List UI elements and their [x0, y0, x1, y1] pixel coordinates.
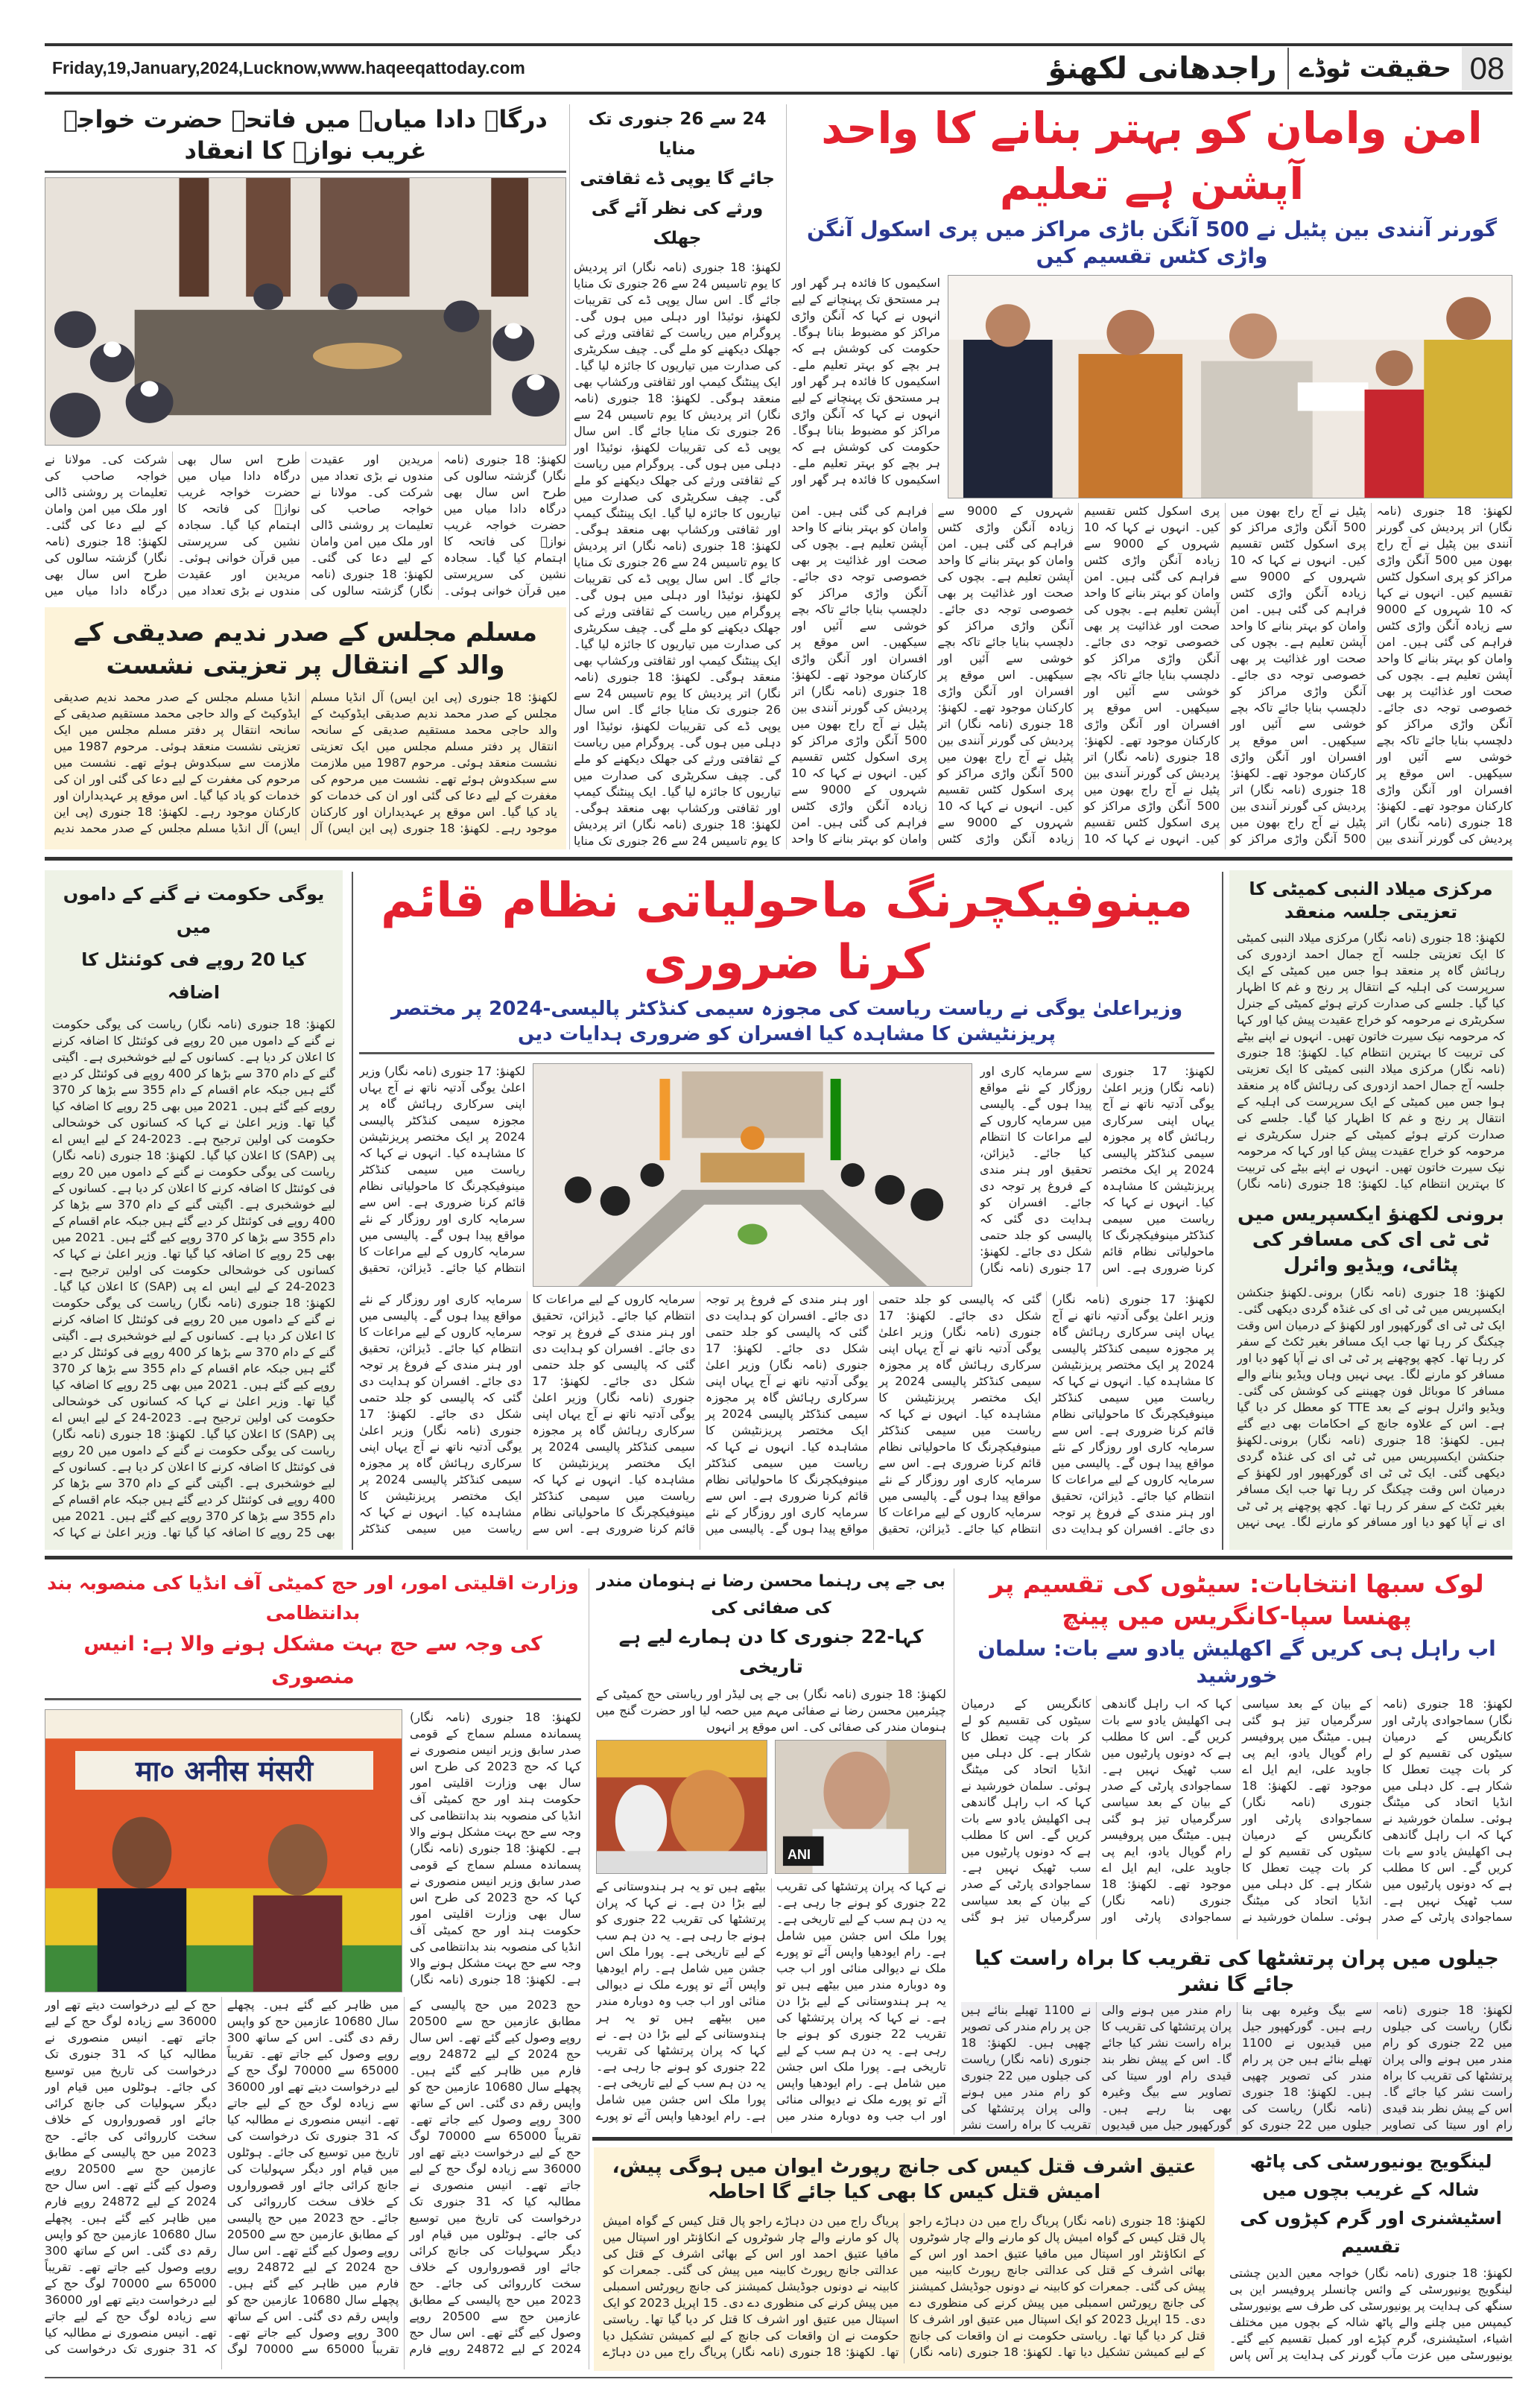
- a11-intro: لکھنؤ: 18 جنوری (نامہ نگار) بی جے پی لیڈر اور ریاستی حج کمیٹی کے چیئرمین محسن رضا نے صفائی مہم میں حصہ لیا اور حضرت گنج میں ہنومان مندر کی صفائی کی۔ اس موقع پر انہوں: [596, 1687, 946, 1734]
- a14-article: [1229, 2147, 1512, 2371]
- a7-body: لکھنؤ: 18 جنوری (نامہ نگار) مرکزی میلاد النبی کمیٹی کا ایک تعزیتی جلسہ آج جمال احمد ازدوری کی رہائش گاہ پر منعقد ہوا جس میں کمیٹی کے ایک سرپرست کی اہلیہ کے انتقال پر رنج و غم کا اظہار کیا گیا۔ جلسے کی صدارت کرتے ہوئے کمیٹی کے جنرل سکریٹری نے مرحومہ کو خراج عقیدت پیش کیا اور کہا کہ مرحومہ نیک سیرت خاتون تھیں۔ انہوں نے اپنے بیٹے کی تربیت کا بہترین انتظام کیا۔ لکھنؤ: 18 جنوری (نامہ نگار) مرکزی میلاد النبی کمیٹی کا ایک تعزیتی جلسہ آج جمال احمد ازدوری کی رہائش گاہ پر منعقد ہوا جس میں کمیٹی کے ایک سرپرست کی اہلیہ کے انتقال پر رنج و غم کا اظہار کیا گیا۔ جلسے کی صدارت کرتے ہوئے کمیٹی کے جنرل سکریٹری نے مرحومہ کو خراج عقیدت پیش کیا اور کہا کہ مرحومہ نیک سیرت خاتون تھیں۔ انہوں نے اپنے بیٹے کی تربیت کا بہترین انتظام کیا۔ لکھنؤ: 18 جنوری (نامہ نگار): [1237, 931, 1505, 1191]
- a7-box: [1229, 870, 1512, 1550]
- a6-rule: [359, 1052, 1214, 1054]
- a6-subhead: وزیراعلیٰ یوگی نے ریاست ریاست کی مجوزہ سیمی کنڈکٹر پالیسی-2024 پر مختصر پریزنٹیشن کا مشاہدہ کیا افسران کو ضروری ہدایات دیں: [390, 998, 1183, 1046]
- a2-headline-line: جائے گا یوپی ڈے ثقافتی: [580, 169, 775, 189]
- a5-headline-line: کیا 20 روپے فی کوئنٹل کا اضافہ: [81, 949, 306, 1003]
- section-rule: [45, 857, 1512, 861]
- footer-rule: [45, 2377, 1512, 2378]
- header-divider: [1287, 48, 1289, 89]
- a13-box: [594, 2147, 1214, 2371]
- a12-photo: [45, 1709, 402, 1992]
- a4-box: [45, 607, 566, 849]
- column-divider: [786, 104, 787, 849]
- a1-article: [791, 101, 1512, 849]
- a8-headline: برونی لکھنؤ ایکسپریس میں ٹی ٹی ای کی مسافر کی پٹائی، ویڈیو وائرل: [1238, 1203, 1504, 1276]
- photo-banner-text: मा० अनीस मंसरी: [75, 1751, 373, 1790]
- a5-box: [45, 870, 343, 1550]
- a3-article: [45, 104, 566, 600]
- a9-headline: لوک سبھا انتخابات: سیٹوں کی تقسیم پر پھنسا سپا-کانگریس میں پینچ: [989, 1569, 1484, 1630]
- a12-article: [45, 1568, 581, 2369]
- a2-body: لکھنؤ: 18 جنوری (نامہ نگار) اتر پردیش کا یوم تاسیس 24 سے 26 جنوری تک منایا جائے گا۔ اس سال یوپی ڈے کی تقریبات لکھنؤ، نوئیڈا اور دہلی میں ہوں گی۔ پروگرام میں ریاست کے ثقافتی ورثے کی جھلک دیکھنے کو ملے گی۔ چیف سکریٹری کی صدارت میں تیاریوں کا جائزہ لیا گیا۔ ایک پینٹنگ کیمپ اور ثقافتی ورکشاپ بھی منعقد ہوگی۔ لکھنؤ: 18 جنوری (نامہ نگار) اتر پردیش کا یوم تاسیس 24 سے 26 جنوری تک منایا جائے گا۔ اس سال یوپی ڈے کی تقریبات لکھنؤ، نوئیڈا اور دہلی میں ہوں گی۔ پروگرام میں ریاست کے ثقافتی ورثے کی جھلک دیکھنے کو ملے گی۔ چیف سکریٹری کی صدارت میں تیاریوں کا جائزہ لیا گیا۔ ایک پینٹنگ کیمپ اور ثقافتی ورکشاپ بھی منعقد ہوگی۔ لکھنؤ: 18 جنوری (نامہ نگار) اتر پردیش کا یوم تاسیس 24 سے 26 جنوری تک منایا جائے گا۔ اس سال یوپی ڈے کی تقریبات لکھنؤ، نوئیڈا اور دہلی میں ہوں گی۔ پروگرام میں ریاست کے ثقافتی ورثے کی جھلک دیکھنے کو ملے گی۔ چیف سکریٹری کی صدارت میں تیاریوں کا جائزہ لیا گیا۔ ایک پینٹنگ کیمپ اور ثقافتی ورکشاپ بھی منعقد ہوگی۔ لکھنؤ: 18 جنوری (نامہ نگار) اتر پردیش کا یوم تاسیس 24 سے 26 جنوری تک منایا جائے گا۔ اس سال یوپی ڈے کی تقریبات لکھنؤ، نوئیڈا اور دہلی میں ہوں گی۔ پروگرام میں ریاست کے ثقافتی ورثے کی جھلک دیکھنے کو ملے گی۔ چیف سکریٹری کی صدارت میں تیاریوں کا جائزہ لیا گیا۔ ایک پینٹنگ کیمپ اور ثقافتی ورکشاپ بھی منعقد ہوگی۔ لکھنؤ: 18 جنوری (نامہ نگار) اتر پردیش کا یوم تاسیس 24 سے 26 جنوری تک منایا: [574, 260, 781, 848]
- a14-body: لکھنؤ: 18 جنوری (نامہ نگار) خواجہ معین الدین چشتی لینگویج یونیورسٹی کے وائس چانسلر پروفیسر این بی سنگھ کی ہدایت پر یونیورسٹی کی طرف سے یونیورسٹی کیمپس میں چلنے والے پاٹھ شالہ کے بچوں میں مختلف اشیاء، اسٹیشنری، گرم کپڑے اور کمبل تقسیم کیے گئے۔ یونیورسٹی میں عزت مآب گورنر کی ہدایت پر آس پاس: [1229, 2266, 1512, 2362]
- header-bottom-rule: [45, 92, 1512, 95]
- section-rule: [45, 1556, 1512, 1559]
- date-line: Friday,19,January,2024,Lucknow,www.haqeeqattoday.com: [52, 58, 525, 77]
- a6-body-bottom: لکھنؤ: 17 جنوری (نامہ نگار) وزیر اعلیٰ یوگی آدتیہ ناتھ نے آج یہاں اپنی سرکاری رہائش گاہ پر مجوزہ سیمی کنڈکٹر پالیسی 2024 پر ایک مختصر پریزنٹیشن کا مشاہدہ کیا۔ انہوں نے کہا کہ ریاست میں سیمی کنڈکٹر مینوفیکچرنگ کا ماحولیاتی نظام قائم کرنا ضروری ہے۔ اس سے سرمایہ کاری اور روزگار کے نئے مواقع پیدا ہوں گے۔ پالیسی میں سرمایہ کاروں کے لیے مراعات کا انتظام کیا جائے۔ ڈیزائن، تحقیق اور ہنر مندی کے فروغ پر توجہ دی جائے۔ افسران کو ہدایت دی گئی کہ پالیسی کو جلد حتمی شکل دی جائے۔ لکھنؤ: 17 جنوری (نامہ نگار) وزیر اعلیٰ یوگی آدتیہ ناتھ نے آج یہاں اپنی سرکاری رہائش گاہ پر مجوزہ سیمی کنڈکٹر پالیسی 2024 پر ایک مختصر پریزنٹیشن کا مشاہدہ کیا۔ انہوں نے کہا کہ ریاست میں سیمی کنڈکٹر مینوفیکچرنگ کا ماحولیاتی نظام قائم کرنا ضروری ہے۔ اس سے سرمایہ کاری اور روزگار کے نئے مواقع پیدا ہوں گے۔ پالیسی میں سرمایہ کاروں کے لیے مراعات کا انتظام کیا جائے۔ ڈیزائن، تحقیق اور ہنر مندی کے فروغ پر توجہ دی جائے۔ افسران کو ہدایت دی گئی کہ پالیسی کو جلد حتمی شکل دی جائے۔ لکھنؤ: 17 جنوری (نامہ نگار) وزیر اعلیٰ یوگی آدتیہ ناتھ نے آج یہاں اپنی سرکاری رہائش گاہ پر مجوزہ سیمی کنڈکٹر پالیسی 2024 پر ایک مختصر پریزنٹیشن کا مشاہدہ کیا۔ انہوں نے کہا کہ ریاست میں سیمی کنڈکٹر مینوفیکچرنگ کا ماحولیاتی نظام قائم کرنا ضروری ہے۔ اس سے سرمایہ کاری اور روزگار کے نئے مواقع پیدا ہوں گے۔ پالیسی میں سرمایہ کاروں کے لیے مراعات کا انتظام کیا جائے۔ ڈیزائن، تحقیق اور ہنر مندی کے فروغ پر توجہ دی جائے۔ افسران کو ہدایت دی گئی کہ پالیسی کو جلد حتمی شکل دی جائے۔ لکھنؤ: 17 جنوری (نامہ نگار) وزیر اعلیٰ یوگی آدتیہ ناتھ نے آج یہاں اپنی سرکاری رہائش گاہ پر مجوزہ سیمی کنڈکٹر پالیسی 2024 پر ایک مختصر پریزنٹیشن کا مشاہدہ کیا۔ انہوں نے کہا کہ ریاست میں سیمی کنڈکٹر مینوفیکچرنگ کا ماحولیاتی نظام قائم کرنا ضروری ہے۔ اس سے سرمایہ کاری اور روزگار کے نئے مواقع پیدا ہوں گے۔ پالیسی میں سرمایہ کاروں کے لیے مراعات کا انتظام کیا جائے۔ ڈیزائن، تحقیق اور ہنر مندی کے فروغ پر توجہ دی جائے۔ افسران کو ہدایت دی گئی کہ پالیسی کو جلد حتمی شکل دی جائے۔ لکھنؤ: 17 جنوری (نامہ نگار) وزیر اعلیٰ یوگی آدتیہ ناتھ نے آج یہاں اپنی سرکاری رہائش گاہ پر مجوزہ سیمی کنڈکٹر پالیسی 2024 پر ایک مختصر پریزنٹیشن کا مشاہدہ کیا۔ انہوں نے کہا کہ ریاست میں سیمی کنڈکٹر: [359, 1291, 1214, 1536]
- a8-body: لکھنؤ: 18 جنوری (نامہ نگار) برونی۔لکھنؤ جنکشن ایکسپریس میں ٹی ٹی ای کی غنڈہ گردی دیکھی گئی۔ ایک ٹی ٹی ای گورکھپور اور لکھنؤ کے درمیان اس وقت چیکنگ کر رہا تھا جب ایک مسافر بغیر ٹکٹ کے سفر کر رہا تھا۔ کچھ پوچھنے پر ٹی ٹی ای نے آپا کھو دیا اور مسافر کو مارنے لگا۔ یہی نہیں وہاں ویڈیو بنانے والے مسافر کا موبائل فون چھیننے کی کوشش کی گئی۔ ویڈیو وائرل ہونے کے بعد TTE کو معطل کر دیا گیا ہے۔ اس کے علاوہ جانچ کے احکامات بھی دیے گئے ہیں۔ لکھنؤ: 18 جنوری (نامہ نگار) برونی۔لکھنؤ جنکشن ایکسپریس میں ٹی ٹی ای کی غنڈہ گردی دیکھی گئی۔ ایک ٹی ٹی ای گورکھپور اور لکھنؤ کے درمیان اس وقت چیکنگ کر رہا تھا جب ایک مسافر بغیر ٹکٹ کے سفر کر رہا تھا۔ کچھ پوچھنے پر ٹی ٹی ای نے آپا کھو دیا اور مسافر کو مارنے لگا۔ یہی نہیں: [1237, 1285, 1505, 1529]
- a1-subhead: گورنر آنندی بین پٹیل نے 500 آنگن باڑی مراکز میں پری اسکول آنگن واڑی کٹس تقسیم کیں: [807, 216, 1497, 269]
- a6-meeting-photo: [533, 1063, 972, 1287]
- a12-rule: [45, 1698, 581, 1700]
- a4-headline: مسلم مجلس کے صدر ندیم صدیقی کے والد کے انتقال پر تعزیتی نشست: [73, 618, 538, 681]
- a1-body: لکھنؤ: 18 جنوری (نامہ نگار) اتر پردیش کی گورنر آنندی بین پٹیل نے آج راج بھون میں 500 آنگن واڑی مراکز کو پری اسکول کٹس تقسیم کیں۔ انہوں نے کہا کہ 10 شہروں کے 9000 سے زیادہ آنگن واڑی کٹس فراہم کی گئی ہیں۔ امن وامان کو بہتر بنانے کا واحد آپشن تعلیم ہے۔ بچوں کی صحت اور غذائیت پر بھی خصوصی توجہ دی جائے۔ آنگن واڑی مراکز کو دلچسپ بنایا جائے تاکہ بچے خوشی سے آئیں اور سیکھیں۔ اس موقع پر افسران اور آنگن واڑی کارکنان موجود تھے۔ لکھنؤ: 18 جنوری (نامہ نگار) اتر پردیش کی گورنر آنندی بین پٹیل نے آج راج بھون میں 500 آنگن واڑی مراکز کو پری اسکول کٹس تقسیم کیں۔ انہوں نے کہا کہ 10 شہروں کے 9000 سے زیادہ آنگن واڑی کٹس فراہم کی گئی ہیں۔ امن وامان کو بہتر بنانے کا واحد آپشن تعلیم ہے۔ بچوں کی صحت اور غذائیت پر بھی خصوصی توجہ دی جائے۔ آنگن واڑی مراکز کو دلچسپ بنایا جائے تاکہ بچے خوشی سے آئیں اور سیکھیں۔ اس موقع پر افسران اور آنگن واڑی کارکنان موجود تھے۔ لکھنؤ: 18 جنوری (نامہ نگار) اتر پردیش کی گورنر آنندی بین پٹیل نے آج راج بھون میں 500 آنگن واڑی مراکز کو پری اسکول کٹس تقسیم کیں۔ انہوں نے کہا کہ 10 شہروں کے 9000 سے زیادہ آنگن واڑی کٹس فراہم کی گئی ہیں۔ امن وامان کو بہتر بنانے کا واحد آپشن تعلیم ہے۔ بچوں کی صحت اور غذائیت پر بھی خصوصی توجہ دی جائے۔ آنگن واڑی مراکز کو دلچسپ بنایا جائے تاکہ بچے خوشی سے آئیں اور سیکھیں۔ اس موقع پر افسران اور آنگن واڑی کارکنان موجود تھے۔ لکھنؤ: 18 جنوری (نامہ نگار) اتر پردیش کی گورنر آنندی بین پٹیل نے آج راج بھون میں 500 آنگن واڑی مراکز کو پری اسکول کٹس تقسیم کیں۔ انہوں نے کہا کہ 10 شہروں کے 9000 سے زیادہ آنگن واڑی کٹس فراہم کی گئی ہیں۔ امن وامان کو بہتر بنانے کا واحد آپشن تعلیم ہے۔ بچوں کی صحت اور غذائیت پر بھی خصوصی توجہ دی جائے۔ آنگن واڑی مراکز کو دلچسپ بنایا جائے تاکہ بچے خوشی سے آئیں اور سیکھیں۔ اس موقع پر افسران اور آنگن واڑی کارکنان موجود تھے۔ لکھنؤ: 18 جنوری (نامہ نگار) اتر پردیش کی گورنر آنندی بین پٹیل نے آج راج بھون میں 500 آنگن واڑی مراکز کو پری اسکول کٹس تقسیم کیں۔ انہوں نے کہا کہ 10 شہروں کے 9000 سے زیادہ آنگن واڑی کٹس فراہم کی گئی ہیں۔ امن وامان کو بہتر بنانے کا واحد آپشن تعلیم ہے۔ بچوں کی صحت اور غذائیت پر بھی خصوصی توجہ دی جائے۔ آنگن واڑی مراکز کو دلچسپ بنایا جائے تاکہ بچے خوشی سے آئیں اور سیکھیں۔ اس موقع پر افسران اور آنگن واڑی کارکنان موجود تھے۔ لکھنؤ: 18 جنوری (نامہ نگار) اتر پردیش کی گورنر آنندی بین پٹیل نے آج راج بھون میں 500 آنگن واڑی مراکز کو پری اسکول کٹس تقسیم کیں۔ انہوں نے کہا کہ 10 شہروں کے 9000 سے زیادہ آنگن واڑی کٹس فراہم کی گئی ہیں۔ امن وامان کو بہتر بنانے کا واحد: [791, 503, 1512, 846]
- a11-body: نے کہا کہ پران پرتشٹھا کی تقریب 22 جنوری کو ہونے جا رہی ہے۔ یہ دن ہم سب کے لیے تاریخی ہے۔ پورا ملک اس جشن میں شامل ہے۔ رام ایودھیا واپس آئے تو پورے ملک نے دیوالی منائی اور اب جب وہ دوبارہ مندر میں بیٹھے ہیں تو یہ ہر ہندوستانی کے لیے بڑا دن ہے۔ نے کہا کہ پران پرتشٹھا کی تقریب 22 جنوری کو ہونے جا رہی ہے۔ یہ دن ہم سب کے لیے تاریخی ہے۔ پورا ملک اس جشن میں شامل ہے۔ رام ایودھیا واپس آئے تو پورے ملک نے دیوالی منائی اور اب جب وہ دوبارہ مندر میں بیٹھے ہیں تو یہ ہر ہندوستانی کے لیے بڑا دن ہے۔ نے کہا کہ پران پرتشٹھا کی تقریب 22 جنوری کو ہونے جا رہی ہے۔ یہ دن ہم سب کے لیے تاریخی ہے۔ پورا ملک اس جشن میں شامل ہے۔ رام ایودھیا واپس آئے تو پورے ملک نے دیوالی منائی اور اب جب وہ دوبارہ مندر میں بیٹھے ہیں تو یہ ہر ہندوستانی کے لیے بڑا دن ہے۔ نے کہا کہ پران پرتشٹھا کی تقریب 22 جنوری کو ہونے جا رہی ہے۔ یہ دن ہم سب کے لیے تاریخی ہے۔ پورا ملک اس جشن میں شامل ہے۔ رام ایودھیا واپس آئے تو پورے: [596, 1879, 946, 2123]
- a1-side-text: اسکیموں کا فائدہ ہر گھر اور ہر مستحق تک پہنچانے کے لیے انہوں نے کہا کہ آنگن واڑی مراکز کو مضبوط بنانا ہوگا۔ حکومت کی کوشش ہے کہ ہر بچے کو بہتر تعلیم ملے۔ اسکیموں کا فائدہ ہر گھر اور ہر مستحق تک پہنچانے کے لیے انہوں نے کہا کہ آنگن واڑی مراکز کو مضبوط بنانا ہوگا۔ حکومت کی کوشش ہے کہ ہر بچے کو بہتر تعلیم ملے۔ اسکیموں کا فائدہ ہر گھر اور: [791, 275, 940, 487]
- a3-headline: درگاہ دادا میاںؒ میں فاتحہ حضرت خواجہ غریب نوازؒ کا انعقاد: [63, 105, 548, 165]
- section-rule: [592, 2137, 1512, 2141]
- column-divider: [352, 872, 353, 1550]
- column-divider: [569, 104, 570, 849]
- a6-body-left: لکھنؤ: 17 جنوری (نامہ نگار) وزیر اعلیٰ یوگی آدتیہ ناتھ نے آج یہاں اپنی سرکاری رہائش گاہ پر مجوزہ سیمی کنڈکٹر پالیسی 2024 پر ایک مختصر پریزنٹیشن کا مشاہدہ کیا۔ انہوں نے کہا کہ ریاست میں سیمی کنڈکٹر مینوفیکچرنگ کا ماحولیاتی نظام قائم کرنا ضروری ہے۔ اس سے سرمایہ کاری اور روزگار کے نئے مواقع پیدا ہوں گے۔ پالیسی میں سرمایہ کاروں کے لیے مراعات کا انتظام کیا جائے۔ ڈیزائن، تحقیق: [359, 1063, 525, 1275]
- a10-headline: جیلوں میں پران پرتشٹھا کی تقریب کا براہ راست کیا جائے گا نشر: [975, 1946, 1499, 1996]
- a9-subhead: اب راہل ہی کریں گے اکھلیش یادو سے بات: سلمان خورشید: [977, 1635, 1496, 1688]
- a12-body: حج 2023 میں حج پالیسی کے مطابق عازمین حج سے 20500 روپے وصول کیے گئے تھے۔ اس سال حج 2024 کے لیے 24872 روپے فارم میں ظاہر کیے گئے ہیں۔ پچھلے سال 10680 عازمین حج کو واپس رقم دی گئی۔ اس کے ساتھ 300 روپے وصول کیے جاتے تھے۔ تقریباً 65000 سے 70000 لوگ حج کے لیے درخواست دیتے تھے اور 36000 سے زیادہ لوگ حج کے لیے جاتے تھے۔ انیس منصوری نے مطالبہ کیا کہ 31 جنوری تک درخواست کی تاریخ میں توسیع کی جائے۔ ہوٹلوں میں قیام اور دیگر سہولیات کی جانچ کرائی جائے اور قصورواروں کے خلاف سخت کارروائی کی جائے۔ حج 2023 میں حج پالیسی کے مطابق عازمین حج سے 20500 روپے وصول کیے گئے تھے۔ اس سال حج 2024 کے لیے 24872 روپے فارم میں ظاہر کیے گئے ہیں۔ پچھلے سال 10680 عازمین حج کو واپس رقم دی گئی۔ اس کے ساتھ 300 روپے وصول کیے جاتے تھے۔ تقریباً 65000 سے 70000 لوگ حج کے لیے درخواست دیتے تھے اور 36000 سے زیادہ لوگ حج کے لیے جاتے تھے۔ انیس منصوری نے مطالبہ کیا کہ 31 جنوری تک درخواست کی تاریخ میں توسیع کی جائے۔ ہوٹلوں میں قیام اور دیگر سہولیات کی جانچ کرائی جائے اور قصورواروں کے خلاف سخت کارروائی کی جائے۔ حج 2023 میں حج پالیسی کے مطابق عازمین حج سے 20500 روپے وصول کیے گئے تھے۔ اس سال حج 2024 کے لیے 24872 روپے فارم میں ظاہر کیے گئے ہیں۔ پچھلے سال 10680 عازمین حج کو واپس رقم دی گئی۔ اس کے ساتھ 300 روپے وصول کیے جاتے تھے۔ تقریباً 65000 سے 70000 لوگ حج کے لیے درخواست دیتے تھے اور 36000 سے زیادہ لوگ حج کے لیے جاتے تھے۔ انیس منصوری نے مطالبہ کیا کہ 31 جنوری تک درخواست کی تاریخ میں توسیع کی جائے۔ ہوٹلوں میں قیام اور دیگر سہولیات کی جانچ کرائی جائے اور قصورواروں کے خلاف سخت کارروائی کی جائے۔ حج 2023 میں حج پالیسی کے مطابق عازمین حج سے 20500 روپے وصول کیے گئے تھے۔ اس سال حج 2024 کے لیے 24872 روپے فارم میں ظاہر کیے گئے ہیں۔ پچھلے سال 10680 عازمین حج کو واپس رقم دی گئی۔ اس کے ساتھ 300 روپے وصول کیے جاتے تھے۔ تقریباً 65000 سے 70000 لوگ حج کے لیے درخواست دیتے تھے اور 36000 سے زیادہ لوگ حج کے لیے جاتے تھے۔ انیس منصوری نے مطالبہ کیا کہ 31 جنوری تک درخواست کی: [45, 1998, 581, 2356]
- a12-headline-line: وزارت اقلیتی امور، اور حج کمیٹی آف انڈیا کی منصوبہ بند بدانتظامی: [47, 1572, 579, 1624]
- a1-headline: امن وامان کو بہتر بنانے کا واحد آپشن ہے تعلیم: [821, 103, 1483, 210]
- a13-body: لکھنؤ: 18 جنوری (نامہ نگار) پریاگ راج میں دن دہاڑے راجو پال قتل کیس کے گواہ امیش پال کو مارنے والے چار شوٹروں کے انکاؤنٹر اور اسپتال میں مافیا عتیق احمد اور اس کے بھائی اشرف کے قتل کی عدالتی جانچ رپورٹ کابینہ میں پیش کی گئی۔ جمعرات کو کابینہ نے دونوں جوڈیشل کمیشنز کی جانچ رپورٹس اسمبلی میں پیش کرنے کی منظوری دے دی۔ 15 اپریل 2023 کو ایک اسپتال میں عتیق اور اشرف کا قتل کر دیا گیا تھا۔ ریاستی حکومت نے ان واقعات کی جانچ کے لیے کمیشن تشکیل دیا تھا۔ لکھنؤ: 18 جنوری (نامہ نگار) پریاگ راج میں دن دہاڑے راجو پال قتل کیس کے گواہ امیش پال کو مارنے والے چار شوٹروں کے انکاؤنٹر اور اسپتال میں مافیا عتیق احمد اور اس کے بھائی اشرف کے قتل کی عدالتی جانچ رپورٹ کابینہ میں پیش کی گئی۔ جمعرات کو کابینہ نے دونوں جوڈیشل کمیشنز کی جانچ رپورٹس اسمبلی میں پیش کرنے کی منظوری دے دی۔ 15 اپریل 2023 کو ایک اسپتال میں عتیق اور اشرف کا قتل کر دیا گیا تھا۔ ریاستی حکومت نے ان واقعات کی جانچ کے لیے کمیشن تشکیل دیا تھا۔ لکھنؤ: 18 جنوری (نامہ نگار) پریاگ راج میں دن دہاڑے: [603, 2213, 1205, 2359]
- a6-headline: مینوفیکچرنگ ماحولیاتی نظام قائم کرنا ضروری: [381, 873, 1193, 991]
- page-number: 08: [1462, 47, 1512, 90]
- a1-photo: [948, 275, 1512, 498]
- a12-side-text: لکھنؤ: 18 جنوری (نامہ نگار) پسماندہ مسلم سماج کے قومی صدر سابق وزیر انیس منصوری نے کہا کہ حج 2023 کی طرح اس سال بھی وزارت اقلیتی امور حکومت ہند اور حج کمیٹی آف انڈیا کی منصوبہ بند بدانتظامی کی وجہ سے حج بہت مشکل ہونے والا ہے۔ لکھنؤ: 18 جنوری (نامہ نگار) پسماندہ مسلم سماج کے قومی صدر سابق وزیر انیس منصوری نے کہا کہ حج 2023 کی طرح اس سال بھی وزارت اقلیتی امور حکومت ہند اور حج کمیٹی آف انڈیا کی منصوبہ بند بدانتظامی کی وجہ سے حج بہت مشکل ہونے والا ہے۔ لکھنؤ: 18 جنوری (نامہ نگار): [410, 1710, 581, 1986]
- a13-headline: عتیق اشرف قتل کیس کی جانچ رپورٹ ایوان میں ہوگی پیش، امیش قتل کیس کا بھی کیا جائے گا احاطہ: [612, 2156, 1197, 2203]
- a11-article: [596, 1568, 946, 2133]
- a6-article: [359, 870, 1214, 1550]
- column-divider: [1222, 872, 1223, 1550]
- a11-photo-interview: [775, 1740, 946, 1874]
- a4-body: لکھنؤ: 18 جنوری (پی این ایس) آل انڈیا مسلم مجلس کے صدر محمد ندیم صدیقی ایڈوکیٹ کے والد حاجی محمد مستقیم صدیقی کے سانحہ انتقال پر دفتر مسلم مجلس میں ایک تعزیتی نشست منعقد ہوئی۔ مرحوم 1987 میں ملازمت سے سبکدوش ہوئے تھے۔ نشست میں مرحوم کی مغفرت کے لیے دعا کی گئی اور ان کی خدمات کو یاد کیا گیا۔ اس موقع پر عہدیداران اور کارکنان موجود رہے۔ لکھنؤ: 18 جنوری (پی این ایس) آل انڈیا مسلم مجلس کے صدر محمد ندیم صدیقی ایڈوکیٹ کے والد حاجی محمد مستقیم صدیقی کے سانحہ انتقال پر دفتر مسلم مجلس میں ایک تعزیتی نشست منعقد ہوئی۔ مرحوم 1987 میں ملازمت سے سبکدوش ہوئے تھے۔ نشست میں مرحوم کی مغفرت کے لیے دعا کی گئی اور ان کی خدمات کو یاد کیا گیا۔ اس موقع پر عہدیداران اور کارکنان موجود رہے۔ لکھنؤ: 18 جنوری (پی این ایس) آل انڈیا مسلم مجلس کے صدر محمد ندیم: [54, 690, 557, 836]
- a11-headline-line: کہا-22 جنوری کا دن ہمارے لیے ہے تاریخی: [618, 1626, 924, 1677]
- a10-body: لکھنؤ: 18 جنوری (نامہ نگار) ریاست کی جیلوں میں 22 جنوری کو رام مندر میں ہونے والی پران پرتشٹھا کی تقریب کا براہ راست نشر کیا جائے گا۔ اس کے پیش نظر بند قیدی رام اور سیتا کی تصاویر سے بیگ وغیرہ بھی بنا رہے ہیں۔ گورکھپور جیل میں قیدیوں نے 1100 تھیلے بنائے ہیں جن پر رام مندر کی تصویر چھپی ہیں۔ لکھنؤ: 18 جنوری (نامہ نگار) ریاست کی جیلوں میں 22 جنوری کو رام مندر میں ہونے والی پران پرتشٹھا کی تقریب کا براہ راست نشر کیا جائے گا۔ اس کے پیش نظر بند قیدی رام اور سیتا کی تصاویر سے بیگ وغیرہ بھی بنا رہے ہیں۔ گورکھپور جیل میں قیدیوں نے 1100 تھیلے بنائے ہیں جن پر رام مندر کی تصویر چھپی ہیں۔ لکھنؤ: 18 جنوری (نامہ نگار) ریاست کی جیلوں میں 22 جنوری کو رام مندر میں ہونے والی پران پرتشٹھا کی تقریب کا براہ راست نشر: [961, 2002, 1512, 2135]
- a9-article: [961, 1568, 1512, 2135]
- section-title: راجدھانی لکھنؤ: [1048, 51, 1277, 86]
- a14-headline: لینگویج یونیورسٹی کی پاٹھ شالہ کے غریب بچوں میں اسٹیشنری اور گرم کپڑوں کی تقسیم: [1240, 2151, 1502, 2257]
- ani-mic-tag: ANI: [788, 1847, 811, 1862]
- newspaper-logo: حقیقت ٹوڈے: [1299, 53, 1451, 83]
- masthead: [1048, 46, 1512, 91]
- a3-rule: [45, 171, 566, 173]
- a2-article: [574, 104, 781, 849]
- a6-body-right: لکھنؤ: 17 جنوری (نامہ نگار) وزیر اعلیٰ یوگی آدتیہ ناتھ نے آج یہاں اپنی سرکاری رہائش گاہ پر مجوزہ سیمی کنڈکٹر پالیسی 2024 پر ایک مختصر پریزنٹیشن کا مشاہدہ کیا۔ انہوں نے کہا کہ ریاست میں سیمی کنڈکٹر مینوفیکچرنگ کا ماحولیاتی نظام قائم کرنا ضروری ہے۔ اس سے سرمایہ کاری اور روزگار کے نئے مواقع پیدا ہوں گے۔ پالیسی میں سرمایہ کاروں کے لیے مراعات کا انتظام کیا جائے۔ ڈیزائن، تحقیق اور ہنر مندی کے فروغ پر توجہ دی جائے۔ افسران کو ہدایت دی گئی کہ پالیسی کو جلد حتمی شکل دی جائے۔ لکھنؤ: 17 جنوری (نامہ نگار): [980, 1063, 1214, 1275]
- a3-photo: [45, 177, 566, 446]
- a12-headline-line: کی وجہ سے حج بہت مشکل ہونے والا ہے: انیس منصوری: [83, 1633, 542, 1688]
- a2-headline-line: 24 سے 26 جنوری تک منایا: [588, 110, 767, 159]
- a11-headline-line: بی جے پی رہنما محسن رضا نے ہنومان مندر کی صفائی کی: [597, 1572, 945, 1618]
- a3-body: لکھنؤ: 18 جنوری (نامہ نگار) گزشتہ سالوں کی طرح اس سال بھی درگاہ دادا میاں میں حضرت خواجہ غریب نوازؒ کی فاتحہ کا اہتمام کیا گیا۔ سجادہ نشین کی سرپرستی میں قرآن خوانی ہوئی۔ مریدین اور عقیدت مندوں نے بڑی تعداد میں شرکت کی۔ مولانا نے خواجہ صاحب کی تعلیمات پر روشنی ڈالی اور ملک میں امن وامان کے لیے دعا کی گئی۔ لکھنؤ: 18 جنوری (نامہ نگار) گزشتہ سالوں کی طرح اس سال بھی درگاہ دادا میاں میں حضرت خواجہ غریب نوازؒ کی فاتحہ کا اہتمام کیا گیا۔ سجادہ نشین کی سرپرستی میں قرآن خوانی ہوئی۔ مریدین اور عقیدت مندوں نے بڑی تعداد میں شرکت کی۔ مولانا نے خواجہ صاحب کی تعلیمات پر روشنی ڈالی اور ملک میں امن وامان کے لیے دعا کی گئی۔ لکھنؤ: 18 جنوری (نامہ نگار) گزشتہ سالوں کی طرح اس سال بھی درگاہ دادا میاں میں: [45, 452, 566, 598]
- a7-headline: مرکزی میلاد النبی کمیٹی کا تعزیتی جلسہ منعقد: [1249, 878, 1493, 923]
- a9-body: لکھنؤ: 18 جنوری (نامہ نگار) سماجوادی پارٹی اور کانگریس کے درمیان سیٹوں کی تقسیم کو لے کر بات چیت تعطل کا شکار ہے۔ کل دہلی میں انڈیا اتحاد کی میٹنگ ہوئی۔ سلمان خورشید نے کہا کہ اب راہل گاندھی ہی اکھلیش یادو سے بات کریں گے۔ اس کا مطلب ہے کہ دونوں پارٹیوں میں سب ٹھیک نہیں ہے۔ سماجوادی پارٹی کے صدر کے بیان کے بعد سیاسی سرگرمیاں تیز ہو گئی ہیں۔ میٹنگ میں پروفیسر رام گوپال یادو، ایم پی جاوید علی، ایم ایل اے موجود تھے۔ لکھنؤ: 18 جنوری (نامہ نگار) سماجوادی پارٹی اور کانگریس کے درمیان سیٹوں کی تقسیم کو لے کر بات چیت تعطل کا شکار ہے۔ کل دہلی میں انڈیا اتحاد کی میٹنگ ہوئی۔ سلمان خورشید نے کہا کہ اب راہل گاندھی ہی اکھلیش یادو سے بات کریں گے۔ اس کا مطلب ہے کہ دونوں پارٹیوں میں سب ٹھیک نہیں ہے۔ سماجوادی پارٹی کے صدر کے بیان کے بعد سیاسی سرگرمیاں تیز ہو گئی ہیں۔ میٹنگ میں پروفیسر رام گوپال یادو، ایم پی جاوید علی، ایم ایل اے موجود تھے۔ لکھنؤ: 18 جنوری (نامہ نگار) سماجوادی پارٹی اور کانگریس کے درمیان سیٹوں کی تقسیم کو لے کر بات چیت تعطل کا شکار ہے۔ کل دہلی میں انڈیا اتحاد کی میٹنگ ہوئی۔ سلمان خورشید نے کہا کہ اب راہل گاندھی ہی اکھلیش یادو سے بات کریں گے۔ اس کا مطلب ہے کہ دونوں پارٹیوں میں سب ٹھیک نہیں ہے۔ سماجوادی پارٹی کے صدر کے بیان کے بعد سیاسی سرگرمیاں تیز ہو گئی: [961, 1696, 1512, 1924]
- a5-headline-line: یوگی حکومت نے گنے کے داموں میں: [63, 884, 325, 937]
- a2-headline-line: ورثے کی نظر آئے گی جھلک: [591, 199, 764, 248]
- a11-photo-cleaning: [596, 1740, 767, 1874]
- a5-body: لکھنؤ: 18 جنوری (نامہ نگار) ریاست کی یوگی حکومت نے گنے کے داموں میں 20 روپے فی کوئنٹل کا اضافہ کرنے کا اعلان کر دیا ہے۔ کسانوں کے لیے خوشخبری ہے۔ اگیتی گنے کے دام 370 سے بڑھا کر 400 روپے فی کوئنٹل کر دیے گئے ہیں جبکہ عام اقسام کے دام 355 سے بڑھا کر 370 روپے کیے گئے ہیں۔ 2021 میں بھی 25 روپے کا اضافہ کیا گیا تھا۔ وزیر اعلیٰ نے کہا کہ کسانوں کی خوشحالی حکومت کی اولین ترجیح ہے۔ 2023-24 کے لیے ایس اے پی (SAP) کا اعلان کیا گیا۔ لکھنؤ: 18 جنوری (نامہ نگار) ریاست کی یوگی حکومت نے گنے کے داموں میں 20 روپے فی کوئنٹل کا اضافہ کرنے کا اعلان کر دیا ہے۔ کسانوں کے لیے خوشخبری ہے۔ اگیتی گنے کے دام 370 سے بڑھا کر 400 روپے فی کوئنٹل کر دیے گئے ہیں جبکہ عام اقسام کے دام 355 سے بڑھا کر 370 روپے کیے گئے ہیں۔ 2021 میں بھی 25 روپے کا اضافہ کیا گیا تھا۔ وزیر اعلیٰ نے کہا کہ کسانوں کی خوشحالی حکومت کی اولین ترجیح ہے۔ 2023-24 کے لیے ایس اے پی (SAP) کا اعلان کیا گیا۔ لکھنؤ: 18 جنوری (نامہ نگار) ریاست کی یوگی حکومت نے گنے کے داموں میں 20 روپے فی کوئنٹل کا اضافہ کرنے کا اعلان کر دیا ہے۔ کسانوں کے لیے خوشخبری ہے۔ اگیتی گنے کے دام 370 سے بڑھا کر 400 روپے فی کوئنٹل کر دیے گئے ہیں جبکہ عام اقسام کے دام 355 سے بڑھا کر 370 روپے کیے گئے ہیں۔ 2021 میں بھی 25 روپے کا اضافہ کیا گیا تھا۔ وزیر اعلیٰ نے کہا کہ کسانوں کی خوشحالی حکومت کی اولین ترجیح ہے۔ 2023-24 کے لیے ایس اے پی (SAP) کا اعلان کیا گیا۔ لکھنؤ: 18 جنوری (نامہ نگار) ریاست کی یوگی حکومت نے گنے کے داموں میں 20 روپے فی کوئنٹل کا اضافہ کرنے کا اعلان کر دیا ہے۔ کسانوں کے لیے خوشخبری ہے۔ اگیتی گنے کے دام 370 سے بڑھا کر 400 روپے فی کوئنٹل کر دیے گئے ہیں جبکہ عام اقسام کے دام 355 سے بڑھا کر 370 روپے کیے گئے ہیں۔ 2021 میں بھی 25 روپے کا اضافہ کیا گیا تھا۔ وزیر اعلیٰ نے کہا کہ: [52, 1017, 335, 1539]
